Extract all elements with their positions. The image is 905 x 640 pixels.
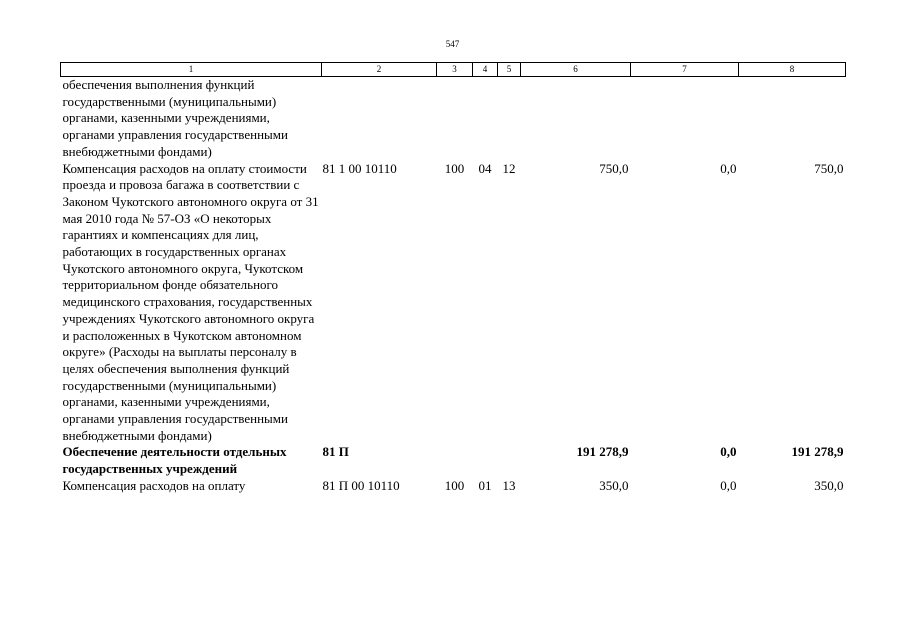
row-col8: 750,0 (814, 160, 844, 176)
header-row (61, 63, 846, 77)
header-cell: 7 (631, 63, 739, 77)
row-col3: 100 (444, 477, 465, 493)
header-cell: 8 (739, 63, 846, 77)
row-col6: 750,0 (599, 160, 629, 176)
row-col3 (437, 77, 473, 161)
row-col8: 191 278,9 (791, 444, 844, 460)
row-col5: 12 (502, 160, 516, 176)
row-col8 (739, 77, 846, 161)
row-col7 (631, 77, 739, 161)
row-name: Компенсация расходов на оплату (62, 477, 246, 493)
row-code: 81 1 00 10110 (322, 160, 397, 176)
table-row (61, 478, 846, 495)
page-number: 547 (445, 39, 460, 49)
row-name: Компенсация расходов на оплату стоимости проезда и провоза багажа в соответствии с Законом Чукотского автономного округа от 31 мая 2010 года № 57-ОЗ «О некоторых гарантиях и компенсациях для лиц, работающих в государственных органах Чукотского автономного округа, Чукотском территориальном фонде обязательного медицинского страхования, государственных учреждениях Чукотского автономного округа и расположенных в Чукотском автономном округе» (Расходы на выплаты персоналу в целях обеспечения выполнения функций государственными (муниципальными) органами, казенными учреждениями, органами управления государственными внебюджетными фондами) (62, 160, 319, 443)
row-col4 (473, 444, 498, 477)
row-col8: 350,0 (814, 477, 844, 493)
header-cell: 1 (61, 63, 322, 77)
row-name: Обеспечение деятельности отдельных государственных учреждений (62, 444, 287, 477)
table-row (61, 444, 846, 477)
row-col7: 0,0 (720, 160, 737, 176)
row-col4: 01 (478, 477, 492, 493)
row-col4: 04 (478, 160, 492, 176)
header-cell: 5 (498, 63, 521, 77)
row-code: 81 П (322, 444, 349, 460)
header-cell: 2 (322, 63, 437, 77)
row-col5: 13 (502, 477, 516, 493)
table-row (61, 161, 846, 445)
row-col7: 0,0 (720, 477, 737, 493)
row-col3 (437, 444, 473, 477)
row-code: 81 П 00 10110 (322, 477, 400, 493)
header-cell: 3 (437, 63, 473, 77)
table-row (61, 77, 846, 161)
row-col3: 100 (444, 160, 465, 176)
row-col6 (521, 77, 631, 161)
header-cell: 4 (473, 63, 498, 77)
row-col7: 0,0 (720, 444, 737, 460)
row-col5 (498, 444, 521, 477)
budget-table (60, 62, 846, 495)
row-code (322, 77, 437, 161)
row-col6: 350,0 (599, 477, 629, 493)
row-name: обеспечения выполнения функций государственными (муниципальными) органами, казенными учреждениями, органами управления государственными внебюджетными фондами) (62, 77, 288, 159)
header-cell: 6 (521, 63, 631, 77)
row-col4 (473, 77, 498, 161)
row-col6: 191 278,9 (576, 444, 629, 460)
row-col5 (498, 77, 521, 161)
